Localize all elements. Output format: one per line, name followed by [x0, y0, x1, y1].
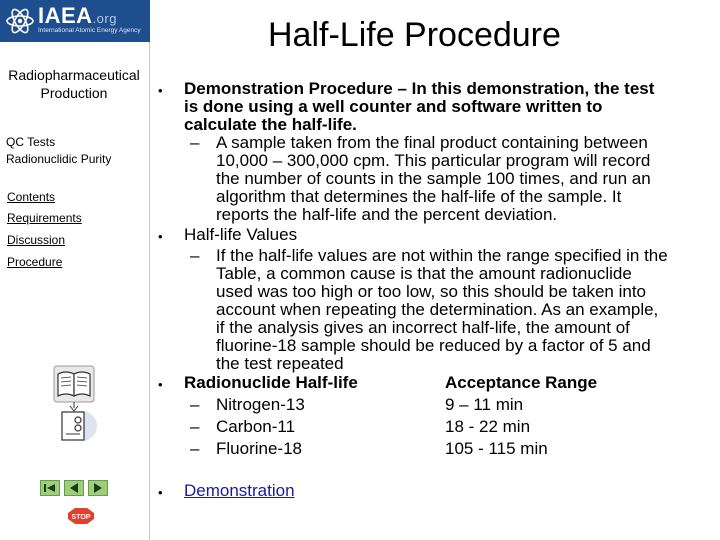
- book-procedure-icon: [52, 364, 98, 444]
- bullet-marker: •: [158, 485, 163, 500]
- bullet-marker: •: [158, 83, 163, 98]
- values-sub-line-6: fluorine-18 sample should be reduced by a factor of 5 and: [216, 336, 651, 355]
- logo-name: IAEA: [38, 3, 93, 28]
- previous-icon: [65, 481, 83, 495]
- logo-subtitle: International Atomic Energy Agency: [38, 27, 141, 34]
- first-slide-button[interactable]: [40, 480, 60, 496]
- stop-label: STOP: [71, 514, 91, 521]
- atom-icon: [5, 6, 35, 36]
- values-sub-line-5: if the analysis gives an incorrect half-life, the amount of: [216, 318, 630, 337]
- demo-sub-line-3: the number of counts in the sample 100 times, and run an: [216, 169, 651, 188]
- values-sub-line-1: If the half-life values are not within the range specified in the: [216, 246, 668, 265]
- dash-marker: –: [190, 246, 200, 265]
- sidebar-divider: [149, 42, 150, 540]
- values-sub-line-2: Table, a common cause is that the amount radionuclide: [216, 264, 632, 283]
- table-row-name: Nitrogen-13: [216, 395, 305, 414]
- topic-qc-tests: QC Tests: [6, 135, 56, 149]
- nav-procedure[interactable]: Procedure: [7, 255, 63, 269]
- values-sub-line-7: the test repeated: [216, 354, 344, 373]
- table-header-range: Acceptance Range: [445, 373, 598, 392]
- bullet-marker: •: [158, 377, 163, 392]
- dash-marker: –: [190, 439, 200, 458]
- next-icon: [89, 481, 107, 495]
- demo-heading-line-1: Demonstration Procedure – In this demonstration, the test: [184, 79, 655, 98]
- logo-org: .org: [92, 11, 117, 26]
- iaea-logo: [0, 0, 150, 42]
- previous-slide-button[interactable]: [64, 480, 84, 496]
- page-title: Half-Life Procedure: [268, 16, 561, 54]
- table-row-range: 105 - 115 min: [445, 439, 548, 458]
- nav-contents[interactable]: Contents: [7, 190, 56, 204]
- dash-marker: –: [190, 395, 200, 414]
- nav-discussion[interactable]: Discussion: [7, 233, 66, 247]
- demo-sub-line-4: algorithm that determines the half-life of the sample. It: [216, 187, 622, 206]
- topic-radionuclidic-purity: Radionuclidic Purity: [6, 152, 112, 166]
- values-heading: Half-life Values: [184, 225, 298, 244]
- table-header-radionuclide: Radionuclide Half-life: [184, 373, 358, 392]
- table-row-range: 18 - 22 min: [445, 417, 531, 436]
- bullet-marker: •: [158, 229, 163, 244]
- dash-marker: –: [190, 417, 200, 436]
- demo-sub-line-5: reports the half-life and the percent deviation.: [216, 205, 558, 224]
- demonstration-link[interactable]: Demonstration: [184, 481, 295, 500]
- values-sub-line-4: account when repeating the determination. As an example,: [216, 300, 659, 319]
- section-title: Radiopharmaceutical Production: [8, 67, 140, 101]
- table-row-range: 9 – 11 min: [445, 395, 524, 414]
- values-sub-line-3: used was too high or too low, so this should be taken into: [216, 282, 646, 301]
- slide-navigation: [40, 480, 110, 496]
- demo-heading-line-2: is done using a well counter and software written to: [184, 97, 603, 116]
- nav-requirements[interactable]: Requirements: [7, 211, 82, 225]
- table-row-name: Fluorine-18: [216, 439, 302, 458]
- demo-sub-line-2: 10,000 – 300,000 cpm. This particular program will record: [216, 151, 651, 170]
- next-slide-button[interactable]: [88, 480, 108, 496]
- stop-button[interactable]: [68, 508, 94, 524]
- first-icon: [41, 481, 59, 495]
- table-row-name: Carbon-11: [216, 417, 296, 436]
- dash-marker: –: [190, 133, 200, 152]
- demo-sub-line-1: A sample taken from the final product containing between: [216, 133, 648, 152]
- demo-heading-line-3: calculate the half-life.: [184, 115, 357, 134]
